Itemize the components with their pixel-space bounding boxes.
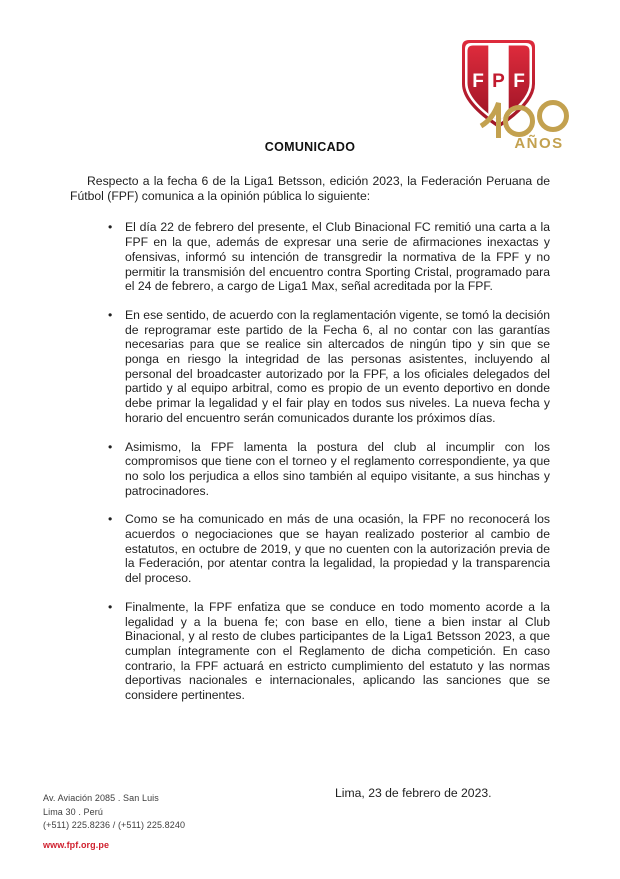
footer [43,792,185,852]
intro-paragraph: Respecto a la fecha 6 de la Liga1 Betsson, edición 2023, la Federación Peruana de Fútbol (FPF) comunica a la opinión pública lo siguiente: [70,174,550,203]
bullet-item-4: • Como se ha comunicado en más de una ocasión, la FPF no reconocerá los acuerdos o negociaciones que se hayan realizado posterior al cambio de estatutos, en octubre de 2019, y que no cuenten con la autorización previa de la Federación, por atentar contra la legalidad, la propiedad y la transparencia del proceso. [125,512,550,586]
shield-letter-p: P [492,71,505,92]
document-body [70,140,550,717]
shield-letter-f1: F [472,71,484,92]
footer-address-line1: Av. Aviación 2085 . San Luis [43,793,159,803]
footer-address-line2: Lima 30 . Perú [43,806,103,817]
bullet-item-5: • Finalmente, la FPF enfatiza que se conduce en todo momento acorde a la legalidad y a la buena fe; con base en ello, tiene a bien instar al Club Binacional, y al resto de clubes participantes de la Liga1 Betsson 2023, a que cumplan íntegramente con el Reglamento de dicha competición. En caso contrario, la FPF actuará en estricto cumplimiento del estatuto y las normas deportivas nacionales e internacionales, aplicando las sanciones que se considere pertinentes. [125,600,550,703]
bullet-item-1: • El día 22 de febrero del presente, el Club Binacional FC remitió una carta a la FPF en la que, además de expresar una serie de afirmaciones inexactas y ofensivas, informó su intención de transgredir la normativa de la FPF y no permitir la transmisión del encuentro contra Sporting Cristal, programado para el 24 de febrero, a cargo de Liga1 Max, señal acreditada por la FPF. [125,220,550,294]
date-line: Lima, 23 de febrero de 2023. [335,786,492,800]
footer-phones: (+511) 225.8236 / (+511) 225.8240 [43,820,186,830]
bullet-list [70,220,550,702]
bullet-item-3: • Asimismo, la FPF lamenta la postura del club al incumplir con los compromisos que tiene con el torneo y el reglamento correspondiente, ya que no solo los perjudica a ellos sino también al equipo visitante, a sus hinchas y patrocinadores. [125,440,550,499]
anniversary-label: AÑOS [514,135,564,152]
shield-letter-f2: F [513,71,525,92]
document-title: COMUNICADO [264,140,356,154]
bullet-item-2: • En ese sentido, de acuerdo con la reglamentación vigente, se tomó la decisión de reprogramar este partido de la Fecha 6, al no contar con las garantías necesarias para que se realice sin altercados de ningún tipo y sin que se ponga en riesgo la integridad de las personas asistentes, incluyendo al personal del broadcaster autorizado por la FPF, a los oficiales delegados del partido y al equipo arbitral, como es propio de un evento deportivo en donde debe primar la legalidad y el fair play en todos sus niveles. La nueva fecha y horario del encuentro serán comunicados durante los próximos días. [125,308,550,426]
footer-website-link: www.fpf.org.pe [43,839,110,850]
